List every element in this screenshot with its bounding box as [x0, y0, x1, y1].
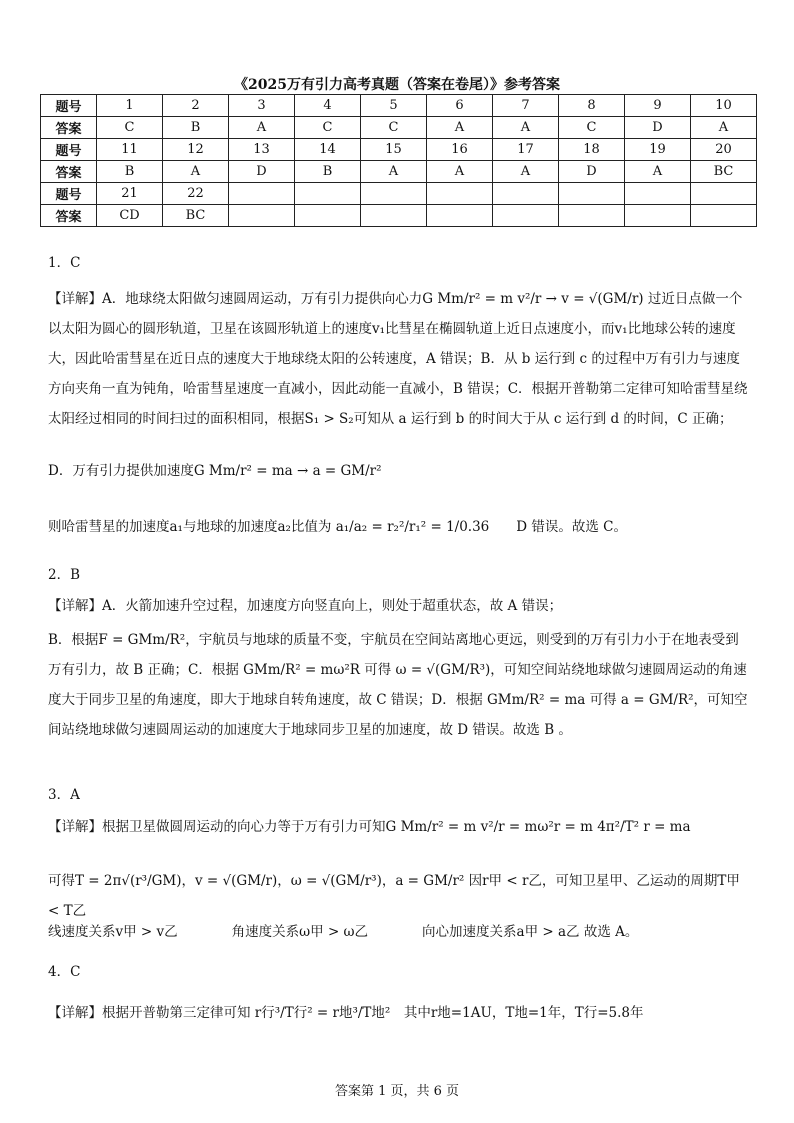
row-label: 答案 [41, 161, 97, 183]
q2-explanation-a: 【详解】A．火箭加速升空过程，加速度方向竖直向上，则处于超重状态，故 A 错误； [48, 598, 563, 614]
table-cell [295, 183, 361, 205]
table-cell: 21 [97, 183, 163, 205]
table-row [41, 117, 757, 139]
table-cell: A [229, 117, 295, 139]
table-cell [229, 183, 295, 205]
table-cell: B [97, 161, 163, 183]
table-cell [559, 205, 625, 227]
table-cell: A [163, 161, 229, 183]
table-cell: 12 [163, 139, 229, 161]
table-cell: A [427, 161, 493, 183]
row-label: 答案 [41, 117, 97, 139]
table-cell: 10 [691, 95, 757, 117]
q3-relations: 线速度关系v甲 > v乙 角速度关系ω甲 > ω乙 向心加速度关系a甲 > a乙 故选 A。 [48, 924, 639, 940]
q3-formulas: 可得T = 2π√(r³/GM)，v = √(GM/r)，ω = √(GM/r³)，a = GM/r² 因r甲 < r乙，可知卫星甲、乙运动的周期T甲 < T乙 [48, 873, 740, 919]
table-cell [229, 205, 295, 227]
table-cell: 16 [427, 139, 493, 161]
table-cell: 13 [229, 139, 295, 161]
q1-conclusion: 则哈雷彗星的加速度a₁与地球的加速度a₂比值为 a₁/a₂ = r₂²/r₁² = 1/0.36 D 错误。故选 C。 [48, 519, 628, 535]
q3-heading: 3．A [48, 787, 80, 803]
table-cell [361, 205, 427, 227]
row-label: 答案 [41, 205, 97, 227]
table-cell: 1 [97, 95, 163, 117]
table-cell: D [559, 161, 625, 183]
table-cell: BC [691, 161, 757, 183]
table-cell: A [625, 161, 691, 183]
table-cell: 9 [625, 95, 691, 117]
q1-heading: 1．C [48, 255, 81, 271]
table-cell: CD [97, 205, 163, 227]
table-cell: 19 [625, 139, 691, 161]
table-cell [625, 205, 691, 227]
table-row [41, 205, 757, 227]
table-cell [691, 183, 757, 205]
table-cell: BC [163, 205, 229, 227]
table-cell: 8 [559, 95, 625, 117]
table-cell: 22 [163, 183, 229, 205]
table-cell [427, 205, 493, 227]
table-cell: 6 [427, 95, 493, 117]
q1-explanation-a: 【详解】A．地球绕太阳做匀速圆周运动，万有引力提供向心力G Mm/r² = m v²/r → v = √(GM/r) 过近日点做一个以太阳为圆心的圆形轨道，卫星在该圆形轨道上的速度v₁比彗星在椭圆轨道上近日点速度小，而v₁比地球公转的速度大，因此哈雷彗星在近日点的速度大于地球绕太阳的公转速度，A 错误；B．从 b 运行到 c 的过程中万有引力与速度方向夹角一直为钝角，哈雷彗星速度一直减小，因此动能一直减小，B 错误；C．根据开普勒第二定律可知哈雷彗星绕太阳经过相同的时间扫过的面积相同，根据S₁ > S₂可知从 a 运行到 b 的时间大于从 c 运行到 d 的时间，C 正确； [48, 291, 748, 427]
table-cell: A [361, 161, 427, 183]
table-cell: C [361, 117, 427, 139]
table-cell: 2 [163, 95, 229, 117]
table-cell: C [97, 117, 163, 139]
table-cell: 18 [559, 139, 625, 161]
row-label: 题号 [41, 95, 97, 117]
row-label: 题号 [41, 139, 97, 161]
table-cell: B [295, 161, 361, 183]
q4-heading: 4．C [48, 964, 81, 980]
table-cell: C [295, 117, 361, 139]
q1-explanation-d: D．万有引力提供加速度G Mm/r² = ma → a = GM/r² [48, 463, 382, 479]
q2-explanation-bcd: B．根据F = GMm/R²，宇航员与地球的质量不变，宇航员在空间站离地心更远，则受到的万有引力小于在地表受到万有引力，故 B 正确；C．根据 GMm/R² = mω²R 可得 ω = √(GM/R³)，可知空间站绕地球做匀速圆周运动的角速度大于同步卫星的角速度，即大于地球自转角速度，故 C 错误；D．根据 GMm/R² = ma 可得 a = GM/R²，可知空间站绕地球做匀速圆周运动的加速度大于地球同步卫星的加速度，故 D 错误。故选 B 。 [48, 632, 748, 738]
table-cell: C [559, 117, 625, 139]
table-cell: A [691, 117, 757, 139]
table-cell: 11 [97, 139, 163, 161]
table-cell [361, 183, 427, 205]
table-cell: D [625, 117, 691, 139]
table-cell: 5 [361, 95, 427, 117]
table-cell: 15 [361, 139, 427, 161]
table-cell: A [493, 161, 559, 183]
table-cell: B [163, 117, 229, 139]
table-row [41, 183, 757, 205]
table-cell: 7 [493, 95, 559, 117]
table-cell [295, 205, 361, 227]
row-label: 题号 [41, 183, 97, 205]
page-footer: 答案第 1 页，共 6 页 [334, 1084, 460, 1099]
table-cell [691, 205, 757, 227]
q2-heading: 2．B [48, 567, 81, 583]
table-cell: D [229, 161, 295, 183]
table-row [41, 161, 757, 183]
answer-table [40, 94, 757, 227]
table-cell: 4 [295, 95, 361, 117]
table-cell [493, 183, 559, 205]
table-cell: 20 [691, 139, 757, 161]
table-cell: 3 [229, 95, 295, 117]
table-row [41, 95, 757, 117]
table-cell: 17 [493, 139, 559, 161]
table-cell [427, 183, 493, 205]
table-cell: A [427, 117, 493, 139]
table-row [41, 139, 757, 161]
table-cell [625, 183, 691, 205]
table-cell [493, 205, 559, 227]
q3-explanation: 【详解】根据卫星做圆周运动的向心力等于万有引力可知G Mm/r² = m v²/r = mω²r = m 4π²/T² r = ma [48, 819, 691, 835]
table-cell: A [493, 117, 559, 139]
table-cell [559, 183, 625, 205]
table-cell: 14 [295, 139, 361, 161]
q4-explanation: 【详解】根据开普勒第三定律可知 r行³/T行² = r地³/T地² 其中r地=1AU，T地=1年，T行=5.8年 [48, 1005, 644, 1021]
page-title: 《2025万有引力高考真题（答案在卷尾）》参考答案 [234, 77, 560, 93]
